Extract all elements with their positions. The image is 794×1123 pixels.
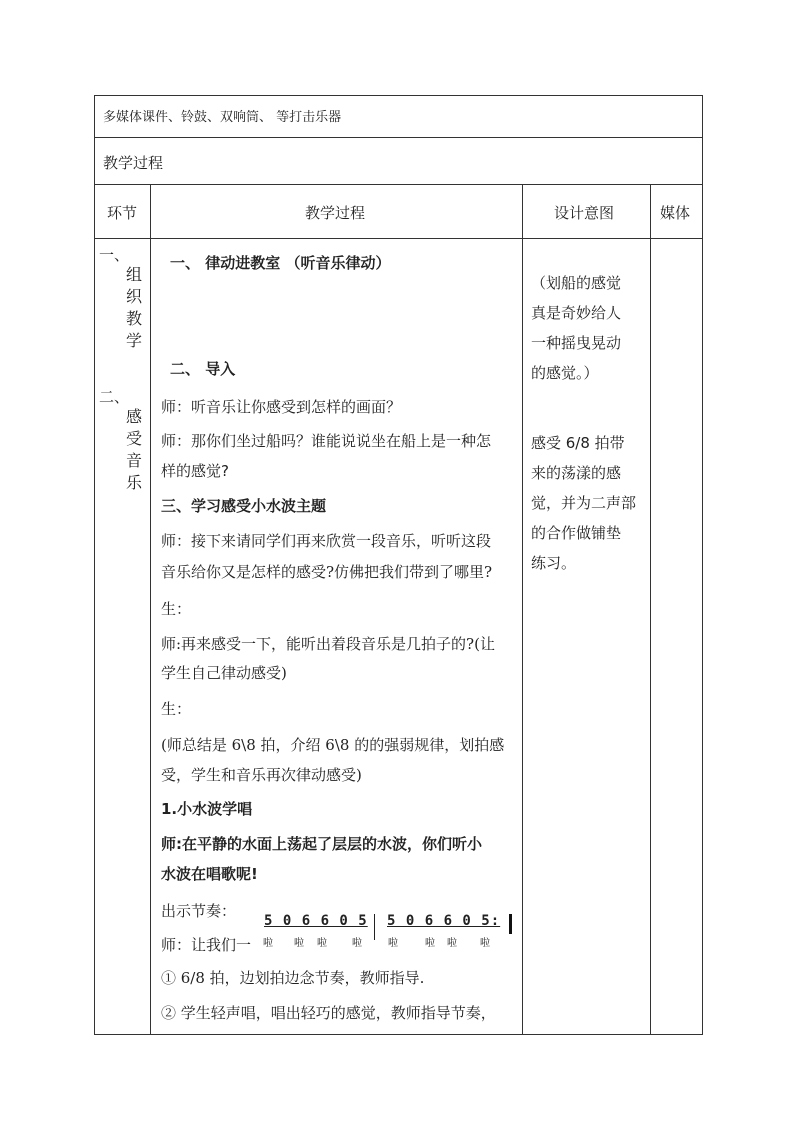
stage-2-name: 感 受 音 乐 <box>125 407 142 492</box>
header-stage: 环节 <box>107 204 138 222</box>
lesson-table <box>94 95 703 1035</box>
process-line: 音乐给你又是怎样的感受?仿佛把我们带到了哪里? <box>161 563 493 581</box>
intent-line: 的感觉。） <box>531 364 599 382</box>
lyric-la: 啦 <box>317 938 327 949</box>
process-line: 学生自己律动感受) <box>161 664 287 682</box>
section-title: 教学过程 <box>103 154 164 172</box>
column-divider <box>522 184 523 1034</box>
process-line: 师：听音乐让你感受到怎样的画面？ <box>161 398 402 416</box>
heading-3: 三、学习感受小水波主题 <box>161 497 327 515</box>
process-line: 出示节奏： <box>161 902 237 920</box>
process-line: 师：让我们一 <box>161 936 252 954</box>
intent-line: 感受 6/8 拍带 <box>531 434 625 452</box>
process-line: ① 6/8 拍，边划拍边念节奏，教师指导. <box>161 969 425 987</box>
lyric-la: 啦 <box>352 938 362 949</box>
intent-line: 来的荡漾的感 <box>531 464 622 482</box>
bar-line <box>374 914 375 940</box>
materials-text: 多媒体课件、铃鼓、双响筒、 等打击乐器 <box>103 110 342 125</box>
heading-1: 一、 律动进教室 （听音乐律动） <box>170 254 391 272</box>
intent-line: 练习。 <box>531 554 577 572</box>
stage-2-number: 二、 <box>99 388 130 406</box>
lyric-la: 啦 <box>294 938 304 949</box>
intent-line: 觉，并为二声部 <box>531 494 637 512</box>
header-intent: 设计意图 <box>554 204 615 222</box>
process-line: 样的感觉? <box>161 462 229 480</box>
process-line: 生： <box>161 600 192 618</box>
row-divider <box>95 137 702 138</box>
lyric-la: 啦 <box>388 938 398 949</box>
lyric-la: 啦 <box>425 938 435 949</box>
process-line: 师:再来感受一下，能听出着段音乐是几拍子的?(让 <box>161 635 495 653</box>
column-divider <box>650 184 651 1034</box>
lyric-la: 啦 <box>263 938 273 949</box>
process-line: 师：那你们坐过船吗？谁能说说坐在船上是一种怎 <box>161 432 492 450</box>
intent-line: 的合作做铺垫 <box>531 524 622 542</box>
bold-line: 水波在唱歌呢! <box>161 865 258 883</box>
lyric-la: 啦 <box>447 938 457 949</box>
process-line: ② 学生轻声唱，唱出轻巧的感觉，教师指导节奏， <box>161 1004 496 1022</box>
header-media: 媒体 <box>660 204 691 222</box>
intent-line: 一种摇曳晃动 <box>531 334 622 352</box>
rhythm-notes-2: 5 0 6 6 0 5: <box>387 913 501 929</box>
lyric-la: 啦 <box>480 938 490 949</box>
header-process: 教学过程 <box>305 204 366 222</box>
stage-1-name: 组 织 教 学 <box>125 265 142 350</box>
stage-1-number: 一、 <box>99 246 130 264</box>
heading-4: 1.小水波学唱 <box>161 800 253 818</box>
process-line: 师：接下来请同学们再来欣赏一段音乐，听听这段 <box>161 532 492 550</box>
intent-line: 真是奇妙给人 <box>531 304 622 322</box>
bold-line: 师:在平静的水面上荡起了层层的水波，你们听小 <box>161 835 483 853</box>
process-line: 生： <box>161 700 192 718</box>
row-divider <box>95 238 702 239</box>
intent-line: （划船的感觉 <box>531 274 622 292</box>
rhythm-notes-1: 5 0 6 6 0 5 <box>264 913 368 929</box>
column-divider <box>150 184 151 1034</box>
process-line: 受，学生和音乐再次律动感受) <box>161 766 362 784</box>
end-bar-line <box>509 914 512 934</box>
row-divider <box>95 184 702 185</box>
heading-2: 二、 导入 <box>170 360 236 378</box>
process-line: (师总结是 6\8 拍，介绍 6\8 的的强弱规律，划拍感 <box>161 736 505 754</box>
